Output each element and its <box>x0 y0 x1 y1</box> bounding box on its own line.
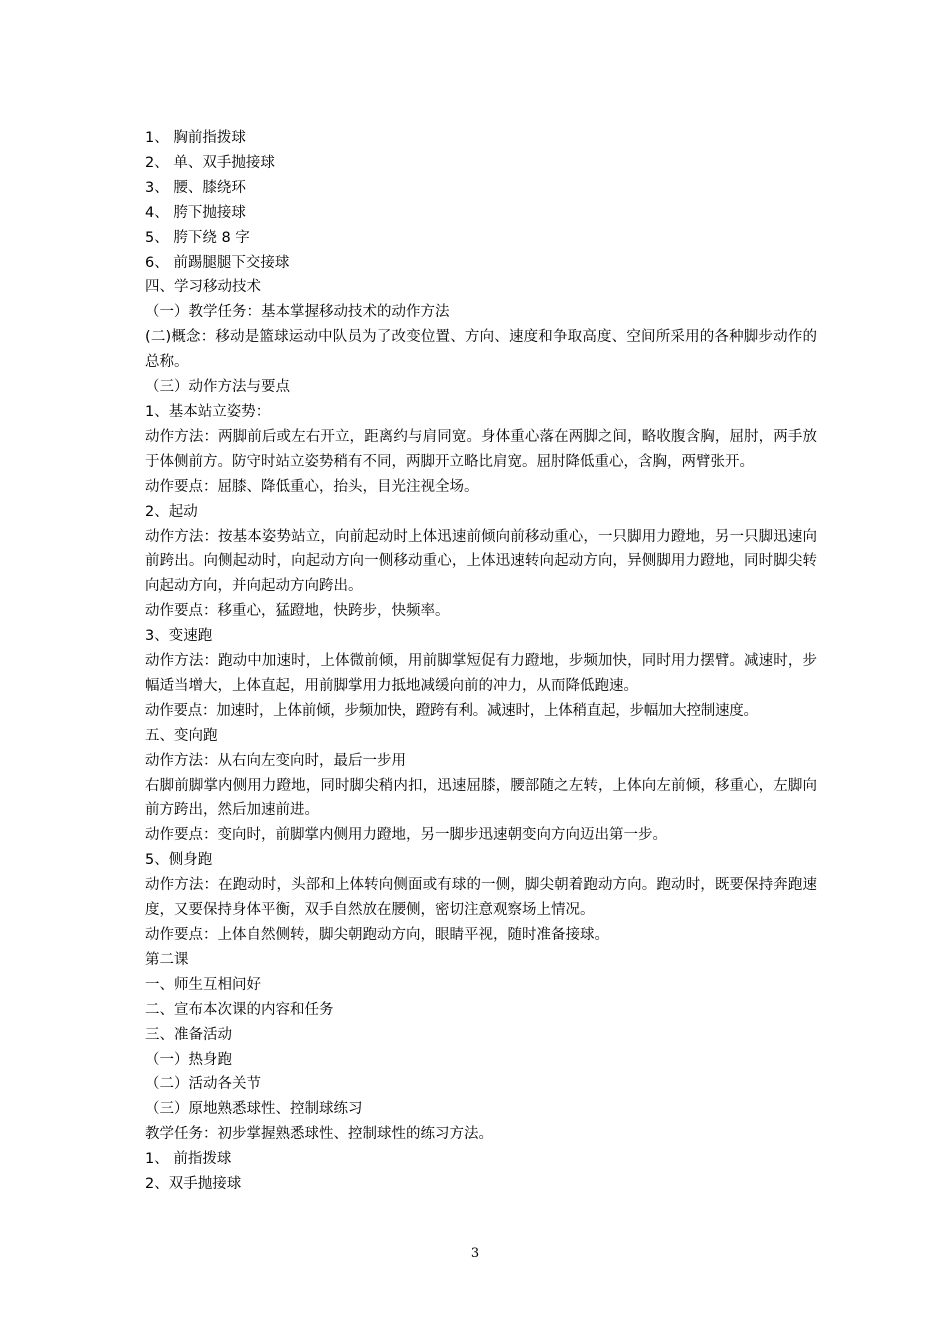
page-number: 3 <box>470 1246 480 1261</box>
section-heading: 五、变向跑 <box>145 727 218 744</box>
paragraph: 右脚前脚掌内侧用力蹬地，同时脚尖稍内扣，迅速屈膝，腰部随之左转，上体向左前倾，移重心，左脚向前方跨出，然后加速前进。 <box>145 777 817 819</box>
paragraph: 动作方法：在跑动时，头部和上体转向侧面或有球的一侧，脚尖朝着跑动方向。跑动时，既要保持奔跑速度，又要保持身体平衡，双手自然放在腰侧，密切注意观察场上情况。 <box>145 877 817 919</box>
list-item: 5、 胯下绕 8 字 <box>145 229 250 246</box>
subsection-heading: （三）原地熟悉球性、控制球练习 <box>145 1101 363 1118</box>
document-body <box>145 126 817 1197</box>
subsection-heading: （二）活动各关节 <box>145 1076 261 1093</box>
paragraph: 动作方法：按基本姿势站立，向前起动时上体迅速前倾向前移动重心，一只脚用力蹬地，另一只脚迅速向前跨出。向侧起动时，向起动方向一侧移动重心，上体迅速转向起动方向，异侧脚用力蹬地，同时脚尖转向起动方向，并向起动方向跨出。 <box>145 528 817 595</box>
paragraph: 教学任务：初步掌握熟悉球性、控制球性的练习方法。 <box>145 1126 493 1143</box>
lesson-heading: 第二课 <box>145 951 189 968</box>
paragraph: 动作要点：屈膝、降低重心，抬头，目光注视全场。 <box>145 478 479 495</box>
item-heading: 2、起动 <box>145 503 198 520</box>
list-item: 4、 胯下抛接球 <box>145 204 246 221</box>
section-heading: 三、准备活动 <box>145 1026 232 1043</box>
paragraph: (二)概念：移动是篮球运动中队员为了改变位置、方向、速度和争取高度、空间所采用的各种脚步动作的总称。 <box>145 329 817 371</box>
subsection-heading: （一）热身跑 <box>145 1051 232 1068</box>
list-item: 1、 胸前指拨球 <box>145 130 246 146</box>
list-item: 2、双手抛接球 <box>145 1176 242 1193</box>
paragraph: 动作方法：从右向左变向时，最后一步用 <box>145 752 406 769</box>
paragraph: 动作方法：跑动中加速时，上体微前倾，用前脚掌短促有力蹬地，步频加快，同时用力摆臂。减速时，步幅适当增大，上体直起，用前脚掌用力抵地减缓向前的冲力，从而降低跑速。 <box>145 653 817 694</box>
paragraph: 动作要点：移重心，猛蹬地，快跨步，快频率。 <box>145 603 450 620</box>
paragraph: 动作方法：两脚前后或左右开立，距离约与肩同宽。身体重心落在两脚之间，略收腹含胸，屈肘，两手放于体侧前方。防守时站立姿势稍有不同，两脚开立略比肩宽。屈肘降低重心，含胸，两臂张开。 <box>145 428 817 470</box>
section-heading: 二、宣布本次课的内容和任务 <box>145 1001 334 1018</box>
subsection-heading: （一）教学任务：基本掌握移动技术的动作方法 <box>145 304 450 321</box>
item-heading: 3、变速跑 <box>145 628 213 645</box>
list-item: 1、 前指拨球 <box>145 1151 232 1168</box>
item-heading: 5、侧身跑 <box>145 852 213 869</box>
paragraph: 动作要点：加速时，上体前倾，步频加快，蹬跨有利。减速时，上体稍直起，步幅加大控制速度。 <box>145 702 758 719</box>
list-item: 6、 前踢腿腿下交接球 <box>145 254 290 271</box>
list-item: 2、 单、双手抛接球 <box>145 154 275 171</box>
item-heading: 1、基本站立姿势： <box>145 403 271 420</box>
paragraph: 动作要点：上体自然侧转，脚尖朝跑动方向，眼睛平视，随时准备接球。 <box>145 927 609 943</box>
list-item: 3、 腰、膝绕环 <box>145 179 246 196</box>
section-heading: 一、师生互相问好 <box>145 976 261 993</box>
subsection-heading: （三）动作方法与要点 <box>145 379 290 396</box>
section-heading: 四、学习移动技术 <box>145 279 261 296</box>
paragraph: 动作要点：变向时，前脚掌内侧用力蹬地，另一脚步迅速朝变向方向迈出第一步。 <box>145 827 667 844</box>
